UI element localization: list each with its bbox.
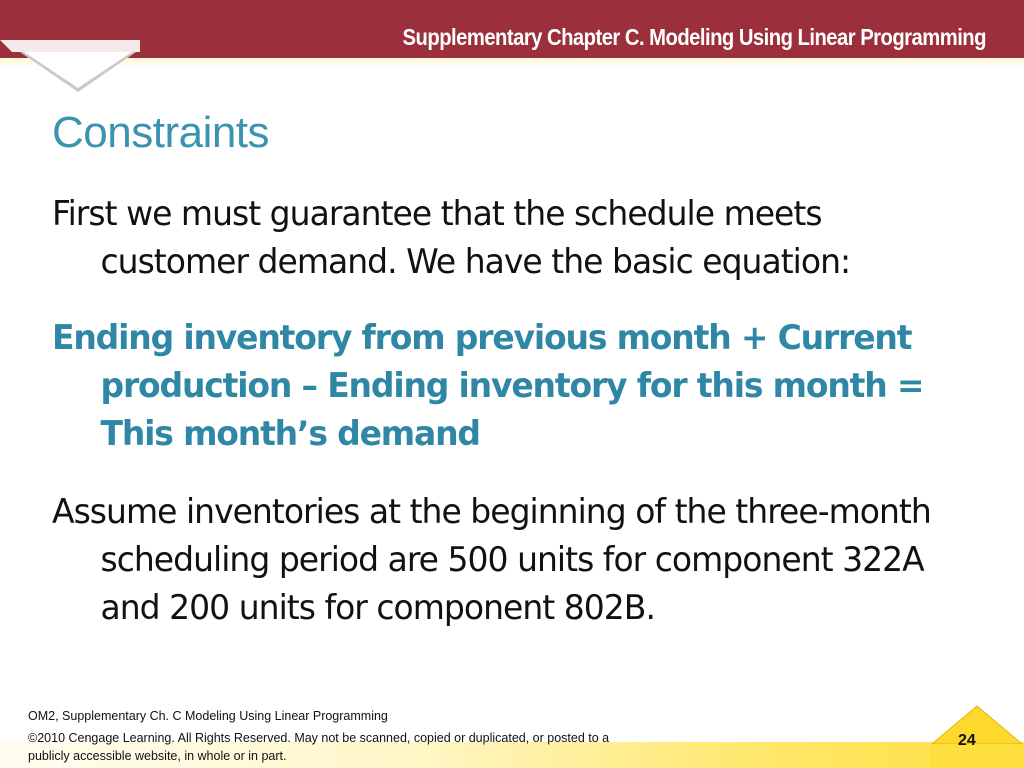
page-number-triangle: [930, 704, 1024, 768]
slide-title: Constraints: [52, 108, 270, 157]
page-number: 24: [958, 732, 976, 749]
corner-chevron-decoration: [0, 0, 160, 100]
footer-copyright: ©2010 Cengage Learning. All Rights Reserved. May not be scanned, copied or duplicated, or posted to a publicly accessible website, in whole or in part.: [28, 731, 610, 763]
body-paragraph-equation: Ending inventory from previous month + Current production – Ending inventory for this month = This month’s demand: [52, 318, 924, 454]
footer-course: OM2, Supplementary Ch. C Modeling Using Linear Programming: [28, 709, 388, 723]
chapter-title: Supplementary Chapter C. Modeling Using Linear Programming: [402, 24, 986, 50]
body-paragraph-assumption: Assume inventories at the beginning of the three-month scheduling period are 500 units for component 322A and 200 units for component 802B.: [52, 492, 931, 628]
body-paragraph-demand: First we must guarantee that the schedule meets customer demand. We have the basic equation:: [52, 194, 851, 282]
